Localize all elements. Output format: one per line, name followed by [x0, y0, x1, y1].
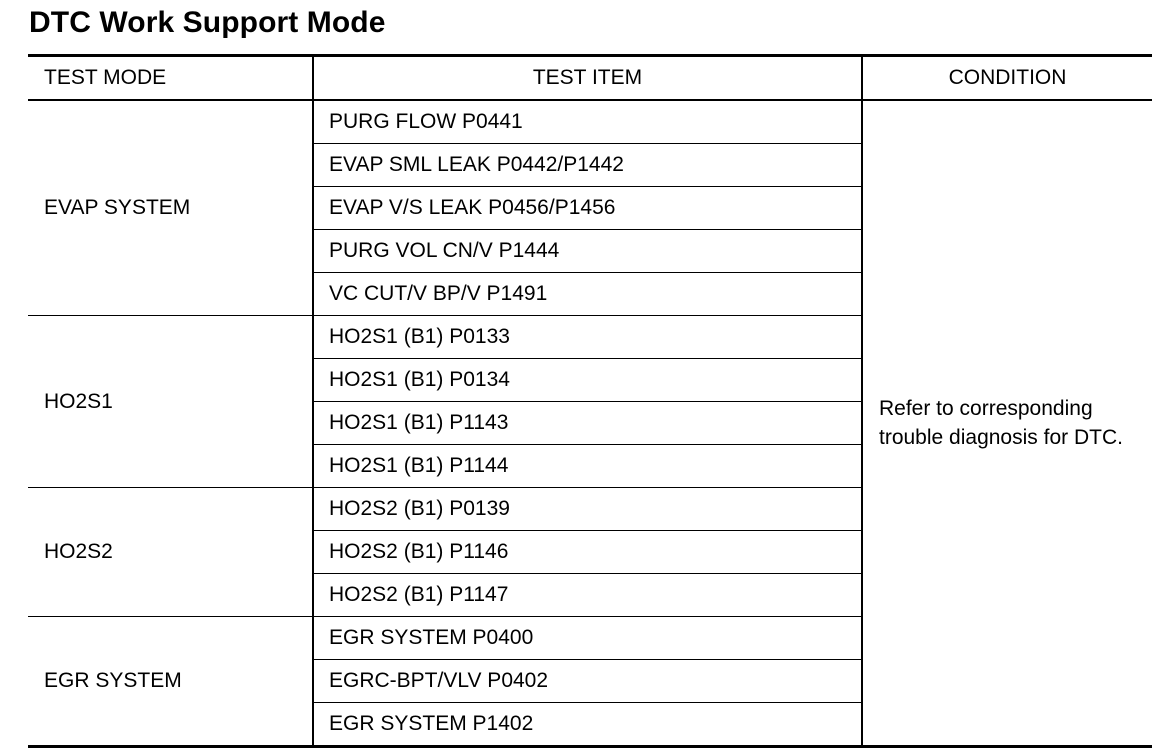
- test-item-cell: EGRC-BPT/VLV P0402: [313, 660, 862, 703]
- dtc-work-support-table: [28, 54, 1152, 748]
- test-mode-cell: HO2S2: [28, 488, 313, 617]
- header-test-item: TEST ITEM: [313, 56, 862, 101]
- page-title: DTC Work Support Mode: [29, 6, 386, 39]
- header-condition: CONDITION: [862, 56, 1152, 101]
- test-item-cell: EVAP SML LEAK P0442/P1442: [313, 144, 862, 187]
- test-item-cell: HO2S2 (B1) P1146: [313, 531, 862, 574]
- table-body: [28, 100, 1152, 747]
- test-item-cell: HO2S1 (B1) P1144: [313, 445, 862, 488]
- test-item-cell: HO2S2 (B1) P1147: [313, 574, 862, 617]
- test-item-cell: EGR SYSTEM P0400: [313, 617, 862, 660]
- test-mode-cell: HO2S1: [28, 316, 313, 488]
- test-item-cell: EVAP V/S LEAK P0456/P1456: [313, 187, 862, 230]
- condition-cell: Refer to corresponding trouble diagnosis for DTC.: [862, 100, 1152, 747]
- test-item-cell: VC CUT/V BP/V P1491: [313, 273, 862, 316]
- header-test-mode: TEST MODE: [28, 56, 313, 101]
- test-item-cell: HO2S1 (B1) P1143: [313, 402, 862, 445]
- test-item-cell: PURG VOL CN/V P1444: [313, 230, 862, 273]
- test-item-cell: PURG FLOW P0441: [313, 100, 862, 144]
- test-item-cell: EGR SYSTEM P1402: [313, 703, 862, 747]
- test-item-cell: HO2S1 (B1) P0133: [313, 316, 862, 359]
- table-header-row: [28, 56, 1152, 101]
- test-item-cell: HO2S2 (B1) P0139: [313, 488, 862, 531]
- test-mode-cell: EGR SYSTEM: [28, 617, 313, 747]
- test-mode-cell: EVAP SYSTEM: [28, 100, 313, 316]
- table-row: [28, 100, 1152, 144]
- test-item-cell: HO2S1 (B1) P0134: [313, 359, 862, 402]
